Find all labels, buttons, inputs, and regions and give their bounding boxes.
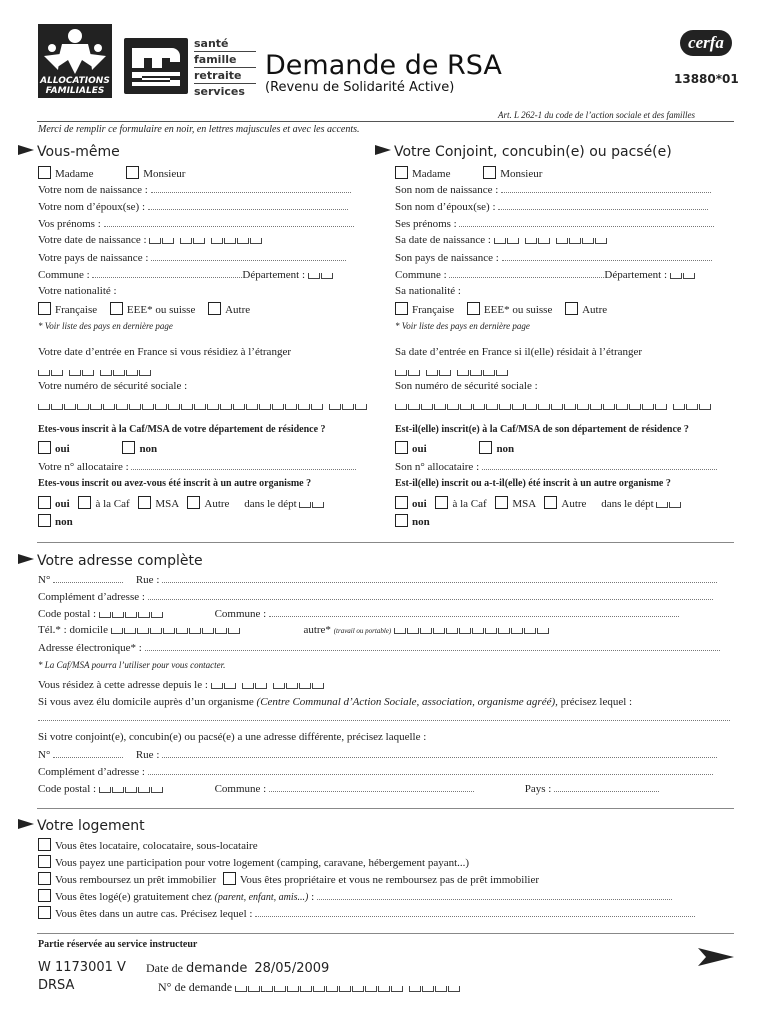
msa-logo bbox=[124, 38, 188, 94]
you-allocataire-field[interactable] bbox=[131, 460, 356, 470]
label: oui bbox=[55, 443, 70, 455]
label: N° bbox=[38, 574, 51, 586]
you-spouse-name-row bbox=[38, 200, 348, 213]
you-birth-country-row bbox=[38, 251, 346, 264]
label: Vous êtes locataire, colocataire, sous-locataire bbox=[55, 840, 258, 852]
label: N° de demande bbox=[158, 980, 233, 994]
partner-commune-row bbox=[395, 268, 696, 281]
section-header-you bbox=[18, 144, 120, 160]
partner-commune-field[interactable] bbox=[449, 268, 604, 278]
partner-ssn-label: Son numéro de sécurité sociale : bbox=[395, 380, 538, 392]
address-partner-postal-row bbox=[38, 782, 659, 795]
label: Code postal : bbox=[38, 783, 97, 795]
label: MSA bbox=[155, 498, 179, 510]
partner-nationality-options bbox=[395, 302, 607, 316]
label: Vous êtes propriétaire et vous ne remboursez pas de prêt immobilier bbox=[239, 874, 540, 886]
arrow-icon bbox=[18, 819, 34, 829]
label: Pays : bbox=[524, 783, 552, 795]
label: Autre bbox=[204, 498, 230, 510]
caf-logo-line2: FAMILIALES bbox=[45, 86, 105, 96]
checkbox-non[interactable] bbox=[479, 441, 492, 454]
label: Votre pays de naissance : bbox=[38, 252, 149, 264]
checkbox-monsieur[interactable] bbox=[126, 166, 139, 179]
address-email-field[interactable] bbox=[145, 641, 720, 651]
address-email-note: * La Caf/MSA pourra l’utiliser pour vous contacter. bbox=[38, 660, 226, 670]
partner-other-non bbox=[395, 514, 430, 528]
label: Complément d’adresse : bbox=[38, 766, 145, 778]
label: Votre nom d’époux(se) : bbox=[38, 201, 146, 213]
checkbox-autre[interactable] bbox=[187, 496, 200, 509]
label: Date de bbox=[146, 961, 183, 975]
label: Autre bbox=[582, 304, 608, 316]
partner-other-dept-field[interactable] bbox=[656, 502, 682, 508]
label: Votre nom de naissance : bbox=[38, 184, 148, 196]
partner-other-question: Est-il(elle) inscrit ou a-t-il(elle) été inscrit à un autre organisme ? bbox=[395, 478, 671, 489]
label: à la Caf bbox=[95, 498, 130, 510]
label: oui bbox=[55, 498, 70, 510]
partner-allocataire-row bbox=[395, 460, 717, 473]
address-partner-complement-row bbox=[38, 765, 713, 778]
label: précisez lequel : bbox=[560, 696, 633, 708]
section-title: Votre adresse complète bbox=[37, 553, 203, 569]
address-street-row bbox=[38, 573, 717, 586]
label: Adresse électronique* : bbox=[38, 642, 142, 654]
cerfa-text: cerfa bbox=[688, 33, 724, 52]
label: Sa date de naissance : bbox=[395, 234, 491, 246]
label: N° bbox=[38, 749, 51, 761]
label-monsieur: Monsieur bbox=[500, 168, 543, 180]
label: Vous remboursez un prêt immobilier bbox=[55, 874, 217, 886]
partner-birth-country-field[interactable] bbox=[502, 251, 712, 261]
checkbox-eee[interactable] bbox=[110, 302, 123, 315]
checkbox-pret[interactable] bbox=[38, 872, 51, 885]
you-first-names-row bbox=[38, 217, 354, 230]
label: Autre bbox=[225, 304, 251, 316]
label-madame: Madame bbox=[55, 168, 94, 180]
address-partner-country-field[interactable] bbox=[554, 782, 659, 792]
partner-birth-date-field[interactable] bbox=[494, 238, 613, 244]
checkbox-monsieur[interactable] bbox=[483, 166, 496, 179]
msa-word: services bbox=[194, 85, 245, 98]
address-since-row bbox=[38, 679, 330, 691]
you-birth-date-field[interactable] bbox=[149, 238, 268, 244]
label: EEE* ou suisse bbox=[126, 304, 196, 316]
checkbox-non[interactable] bbox=[395, 514, 408, 527]
reserved-label: Partie réservée au service instructeur bbox=[38, 939, 198, 950]
checkbox-gratuit[interactable] bbox=[38, 889, 51, 902]
you-allocataire-row bbox=[38, 460, 356, 473]
label: Votre date de naissance : bbox=[38, 234, 147, 246]
checkbox-msa[interactable] bbox=[495, 496, 508, 509]
checkbox-autre-cas[interactable] bbox=[38, 906, 51, 919]
you-other-dept-field[interactable] bbox=[299, 502, 325, 508]
you-civility bbox=[38, 166, 185, 180]
label: Commune : bbox=[214, 608, 267, 620]
msa-words bbox=[194, 36, 256, 99]
label: Rue : bbox=[135, 574, 160, 586]
partner-other-answers bbox=[395, 496, 682, 510]
label: non bbox=[139, 443, 158, 455]
msa-letters-icon bbox=[124, 38, 188, 94]
label: Complément d’adresse : bbox=[38, 591, 145, 603]
checkbox-oui[interactable] bbox=[395, 441, 408, 454]
label: (parent, enfant, amis...) bbox=[214, 892, 309, 903]
you-entry-date-field[interactable] bbox=[38, 366, 157, 378]
label: Code postal : bbox=[38, 608, 97, 620]
you-other-non bbox=[38, 514, 73, 528]
label: dans le dépt bbox=[601, 498, 654, 510]
partner-civility bbox=[395, 166, 542, 180]
date-demande-value: 28/05/2009 bbox=[254, 961, 330, 976]
checkbox-francaise[interactable] bbox=[38, 302, 51, 315]
you-dept-field[interactable] bbox=[308, 273, 334, 279]
address-tel-home-field[interactable] bbox=[111, 628, 241, 634]
arrow-icon bbox=[18, 554, 34, 564]
checkbox-caf[interactable] bbox=[78, 496, 91, 509]
you-caf-question: Etes-vous inscrit à la Caf/MSA de votre département de résidence ? bbox=[38, 424, 326, 435]
cerfa-logo bbox=[680, 30, 732, 56]
you-birth-date-row bbox=[38, 234, 268, 246]
arrow-icon bbox=[18, 145, 34, 155]
checkbox-oui[interactable] bbox=[38, 441, 51, 454]
checkbox-caf[interactable] bbox=[435, 496, 448, 509]
partner-birth-name-row bbox=[395, 183, 711, 196]
label: dans le dépt bbox=[244, 498, 297, 510]
msa-word: retraite bbox=[194, 68, 256, 84]
section-divider bbox=[37, 808, 734, 809]
partner-spouse-name-row bbox=[395, 200, 708, 213]
partner-allocataire-field[interactable] bbox=[482, 460, 717, 470]
label: non bbox=[496, 443, 515, 455]
housing-option-5 bbox=[38, 906, 695, 920]
page-subtitle: (Revenu de Solidarité Active) bbox=[265, 80, 455, 95]
caf-logo bbox=[38, 24, 112, 98]
address-partner-number-field[interactable] bbox=[53, 748, 123, 758]
section-divider bbox=[37, 933, 734, 934]
address-partner-commune-field[interactable] bbox=[269, 782, 474, 792]
address-partner-label: Si votre conjoint(e), concubin(e) ou pacsé(e) a une adresse différente, précisez laquelle : bbox=[38, 731, 427, 743]
partner-caf-answers bbox=[395, 441, 514, 455]
label: Vous êtes logé(e) gratuitement chez bbox=[55, 891, 212, 903]
label-monsieur: Monsieur bbox=[143, 168, 186, 180]
label: Française bbox=[412, 304, 455, 316]
you-commune-field[interactable] bbox=[92, 268, 242, 278]
address-postal-field[interactable] bbox=[99, 612, 164, 618]
you-other-answers bbox=[38, 496, 325, 510]
checkbox-madame[interactable] bbox=[38, 166, 51, 179]
address-tel-other-field[interactable] bbox=[394, 628, 550, 634]
form-number: 13880*01 bbox=[674, 72, 739, 86]
section-header-address bbox=[18, 553, 203, 569]
address-domicile-field[interactable] bbox=[38, 711, 730, 724]
partner-entry-date-label: Sa date d’entrée en France si il(elle) résidait à l’étranger bbox=[395, 346, 643, 358]
partner-dept-field[interactable] bbox=[670, 273, 696, 279]
partner-nationality-label: Sa nationalité : bbox=[395, 285, 461, 297]
checkbox-madame[interactable] bbox=[395, 166, 408, 179]
address-partner-street-field[interactable] bbox=[162, 748, 717, 758]
you-first-names-field[interactable] bbox=[104, 217, 354, 227]
partner-nationality-note: * Voir liste des pays en dernière page bbox=[395, 321, 530, 331]
msa-word: santé bbox=[194, 36, 256, 52]
section-divider bbox=[37, 542, 734, 543]
label: Votre n° allocataire : bbox=[38, 461, 129, 473]
label: Si vous avez élu domicile auprès d’un organisme bbox=[38, 696, 254, 708]
address-partner-street-row bbox=[38, 748, 717, 761]
numero-demande-field[interactable] bbox=[235, 986, 466, 992]
family-icon bbox=[38, 26, 112, 76]
label: Son n° allocataire : bbox=[395, 461, 480, 473]
msa-word: famille bbox=[194, 52, 256, 68]
label: à la Caf bbox=[452, 498, 487, 510]
label: Son nom d’époux(se) : bbox=[395, 201, 496, 213]
label: demande bbox=[185, 961, 248, 976]
label: (Centre Communal d’Action Sociale, association, organisme agréé), bbox=[256, 696, 558, 708]
you-birth-name-row bbox=[38, 183, 351, 196]
address-partner-complement-field[interactable] bbox=[148, 765, 713, 775]
caf-logo-line1: ALLOCATIONS bbox=[40, 76, 110, 86]
you-ssn-field[interactable] bbox=[38, 400, 373, 412]
housing-option-4 bbox=[38, 889, 672, 903]
footer-code-1: W 1173001 V bbox=[38, 960, 126, 975]
date-demande-row bbox=[146, 961, 329, 976]
address-commune-field[interactable] bbox=[269, 607, 679, 617]
partner-birth-date-row bbox=[395, 234, 613, 246]
checkbox-oui[interactable] bbox=[38, 496, 51, 509]
housing-gratuit-field[interactable] bbox=[317, 890, 672, 900]
partner-birth-country-row bbox=[395, 251, 712, 264]
checkbox-autre[interactable] bbox=[208, 302, 221, 315]
label: Vous payez une participation pour votre logement (camping, caravane, hébergement payant...) bbox=[55, 857, 470, 869]
checkbox-autre[interactable] bbox=[565, 302, 578, 315]
partner-ssn-field[interactable] bbox=[395, 400, 717, 412]
partner-caf-question: Est-il(elle) inscrit(e) à la Caf/MSA de son département de résidence ? bbox=[395, 424, 689, 435]
housing-option-3 bbox=[38, 872, 539, 886]
label: non bbox=[55, 516, 73, 528]
instructions: Merci de remplir ce formulaire en noir, en lettres majuscules et avec les accents. bbox=[38, 124, 360, 135]
header-divider bbox=[37, 121, 734, 122]
address-partner-postal-field[interactable] bbox=[99, 787, 164, 793]
label: Française bbox=[55, 304, 98, 316]
label: Commune : bbox=[214, 783, 267, 795]
checkbox-locataire[interactable] bbox=[38, 838, 51, 851]
partner-spouse-name-field[interactable] bbox=[498, 200, 708, 210]
you-caf-answers bbox=[38, 441, 157, 455]
section-header-partner bbox=[375, 144, 672, 160]
label: Département : bbox=[242, 269, 306, 281]
section-header-housing bbox=[18, 818, 145, 834]
housing-autre-field[interactable] bbox=[255, 907, 695, 917]
label: Vous êtes dans un autre cas. Précisez lequel : bbox=[55, 908, 253, 920]
address-domicile-row bbox=[38, 696, 632, 708]
address-number-field[interactable] bbox=[53, 573, 123, 583]
checkbox-autre[interactable] bbox=[544, 496, 557, 509]
address-email-row bbox=[38, 641, 720, 654]
checkbox-proprietaire[interactable] bbox=[223, 872, 236, 885]
label: Tél.* : domicile bbox=[38, 624, 108, 636]
label: EEE* ou suisse bbox=[483, 304, 553, 316]
checkbox-eee[interactable] bbox=[467, 302, 480, 315]
label: Son pays de naissance : bbox=[395, 252, 499, 264]
label: Autre bbox=[561, 498, 587, 510]
checkbox-participation[interactable] bbox=[38, 855, 51, 868]
label: (travail ou portable) bbox=[333, 627, 392, 635]
address-complement-row bbox=[38, 590, 713, 603]
section-title: Vous-même bbox=[37, 144, 120, 160]
label: oui bbox=[412, 443, 427, 455]
address-complement-field[interactable] bbox=[148, 590, 713, 600]
you-other-question: Etes-vous inscrit ou avez-vous été inscrit à un autre organisme ? bbox=[38, 478, 312, 489]
label: non bbox=[412, 516, 430, 528]
label: oui bbox=[412, 498, 427, 510]
label: Commune : bbox=[395, 269, 447, 281]
you-spouse-name-field[interactable] bbox=[148, 200, 348, 210]
label: Département : bbox=[604, 269, 668, 281]
label: Vos prénoms : bbox=[38, 218, 101, 230]
page-title: Demande de RSA bbox=[265, 50, 502, 81]
section-title: Votre Conjoint, concubin(e) ou pacsé(e) bbox=[394, 144, 672, 160]
label: Son nom de naissance : bbox=[395, 184, 499, 196]
you-nationality-note: * Voir liste des pays en dernière page bbox=[38, 321, 173, 331]
checkbox-oui[interactable] bbox=[395, 496, 408, 509]
footer-code-2: DRSA bbox=[38, 978, 75, 993]
you-entry-date-label: Votre date d’entrée en France si vous résidiez à l’étranger bbox=[38, 346, 291, 358]
partner-entry-date-field[interactable] bbox=[395, 366, 514, 378]
label: Ses prénoms : bbox=[395, 218, 457, 230]
you-nationality-options bbox=[38, 302, 250, 316]
next-page-arrow-icon bbox=[696, 946, 736, 968]
address-tel-row bbox=[38, 624, 550, 636]
checkbox-non[interactable] bbox=[38, 514, 51, 527]
legal-reference: Art. L 262-1 du code de l’action sociale et des familles bbox=[498, 110, 696, 120]
partner-first-names-field[interactable] bbox=[459, 217, 714, 227]
you-birth-name-field[interactable] bbox=[151, 183, 351, 193]
address-since-field[interactable] bbox=[211, 683, 330, 689]
label: Rue : bbox=[135, 749, 160, 761]
label: MSA bbox=[512, 498, 536, 510]
label: autre* bbox=[303, 624, 331, 636]
arrow-icon bbox=[375, 145, 391, 155]
label: Vous résidez à cette adresse depuis le : bbox=[38, 679, 208, 691]
address-street-field[interactable] bbox=[162, 573, 717, 583]
address-postal-row bbox=[38, 607, 679, 620]
partner-birth-name-field[interactable] bbox=[501, 183, 711, 193]
housing-option-1 bbox=[38, 838, 258, 852]
you-nationality-label: Votre nationalité : bbox=[38, 285, 117, 297]
you-birth-country-field[interactable] bbox=[151, 251, 346, 261]
label: : bbox=[311, 891, 315, 903]
label-madame: Madame bbox=[412, 168, 451, 180]
housing-option-2 bbox=[38, 855, 469, 869]
section-title: Votre logement bbox=[37, 818, 145, 834]
checkbox-francaise[interactable] bbox=[395, 302, 408, 315]
checkbox-non[interactable] bbox=[122, 441, 135, 454]
label: Commune : bbox=[38, 269, 90, 281]
checkbox-msa[interactable] bbox=[138, 496, 151, 509]
you-commune-row bbox=[38, 268, 334, 281]
numero-demande-row bbox=[158, 980, 466, 995]
partner-first-names-row bbox=[395, 217, 714, 230]
you-ssn-label: Votre numéro de sécurité sociale : bbox=[38, 380, 188, 392]
